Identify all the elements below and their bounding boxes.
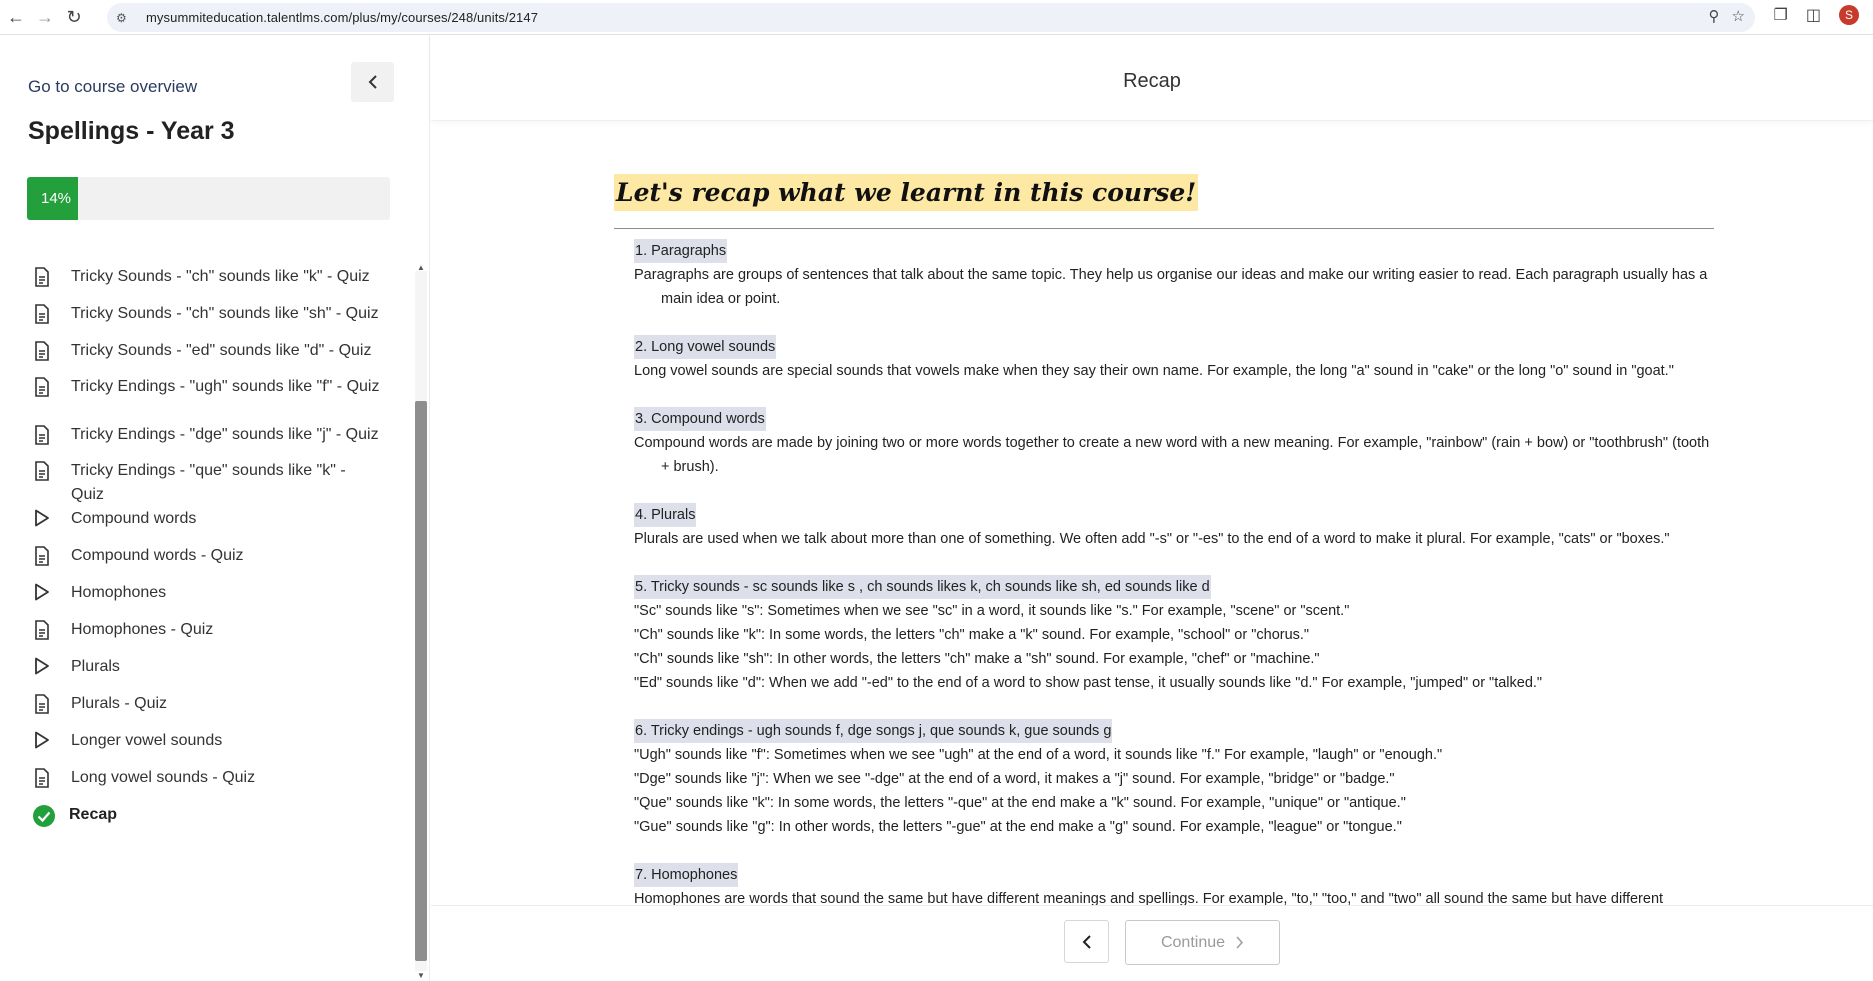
recap-section (634, 863, 1714, 905)
chevron-right-icon (1235, 936, 1244, 949)
sidebar-unit-label: Plurals - Quiz (71, 695, 168, 712)
section-heading: 7. Homophones (634, 863, 738, 887)
section-text: "Que" sounds like "k": In some words, the letters "-que" at the end make a "k" sound. For example, "unique" or "antique." (634, 795, 1406, 811)
unit-header (431, 35, 1873, 121)
extensions-icon[interactable]: ❐ (1773, 7, 1788, 24)
progress-bar (27, 177, 390, 220)
recap-section (634, 575, 1714, 695)
sidebar-unit-item[interactable] (0, 375, 381, 399)
section-text: "Ugh" sounds like "f": Sometimes when we see "ugh" at the end of a word, it sounds like "f." For example, "laugh" or "enough." (634, 747, 1443, 763)
site-settings-icon[interactable]: ⚙ (116, 10, 127, 25)
quiz-document-icon (34, 620, 54, 640)
section-heading: 5. Tricky sounds - sc sounds like s , ch sounds likes k, ch sounds like sh, ed sounds like d (634, 575, 1211, 599)
play-icon (34, 509, 54, 529)
collapse-sidebar-button[interactable] (351, 62, 394, 102)
sidebar-unit-label: Tricky Sounds - "ch" sounds like "sh" - Quiz (71, 305, 379, 322)
scroll-up-arrow[interactable]: ▲ (417, 263, 425, 272)
quiz-document-icon (34, 425, 54, 445)
sidebar-unit-item[interactable] (0, 459, 381, 507)
page-title: Recap (1123, 70, 1181, 92)
sidebar-unit-label: Tricky Sounds - "ed" sounds like "d" - Quiz (71, 342, 372, 359)
section-text: "Ch" sounds like "sh": In other words, the letters "ch" make a "sh" sound. For example, "chef" or "machine." (634, 651, 1320, 667)
section-heading: 2. Long vowel sounds (634, 335, 776, 359)
sidebar-unit-label: Homophones (71, 584, 167, 601)
recap-section (634, 503, 1714, 551)
section-text: Long vowel sounds are special sounds that vowels make when they say their own name. For example, the long "a" sound in "cake" or the long "o" sound in "goat." (634, 363, 1674, 379)
sidebar-scrollbar[interactable] (413, 263, 429, 979)
bookmark-star-icon[interactable]: ☆ (1731, 8, 1745, 25)
quiz-document-icon (34, 341, 54, 361)
section-text: "Ch" sounds like "k": In some words, the letters "ch" make a "k" sound. For example, "school" or "chorus." (634, 627, 1310, 643)
recap-section (634, 239, 1714, 311)
sidebar-unit-item[interactable] (0, 302, 381, 326)
play-icon (34, 731, 54, 751)
scroll-down-arrow[interactable]: ▼ (417, 971, 425, 980)
address-bar[interactable] (107, 3, 1755, 32)
sidebar-unit-item[interactable] (0, 544, 381, 568)
sidebar-unit-item[interactable] (0, 766, 381, 790)
course-title: Spellings - Year 3 (28, 117, 235, 145)
section-heading: 4. Plurals (634, 503, 696, 527)
recap-section (634, 335, 1714, 383)
sidebar-unit-label: Tricky Endings - "ugh" sounds like "f" - Quiz (71, 378, 380, 395)
section-text: "Gue" sounds like "g": In other words, the letters "-gue" at the end make a "g" sound. For example, "league" or "tongue." (634, 819, 1402, 835)
forward-icon[interactable]: → (36, 6, 54, 27)
sidebar-unit-item[interactable] (0, 655, 381, 679)
quiz-document-icon (34, 304, 54, 324)
section-text: Plurals are used when we talk about more than one of something. We often add "-s" or "-es" to the end of a word to make it plural. For example, "cats" or "boxes." (634, 531, 1670, 547)
sidebar-unit-label: Compound words (71, 510, 197, 527)
recap-section (634, 407, 1714, 479)
go-to-course-overview-link[interactable]: Go to course overview (28, 77, 198, 96)
sidebar-unit-item[interactable] (0, 618, 381, 642)
previous-unit-button[interactable] (1064, 920, 1109, 963)
sidebar-unit-item[interactable] (0, 423, 381, 447)
reload-icon[interactable]: ↻ (66, 6, 82, 27)
sidebar-unit-item[interactable] (0, 339, 381, 363)
unit-navigation (431, 905, 1873, 981)
sidebar-unit-item[interactable] (0, 581, 381, 605)
quiz-document-icon (34, 267, 54, 287)
zoom-icon[interactable]: ⚲ (1708, 8, 1720, 25)
sidebar-unit-item[interactable] (0, 692, 381, 716)
section-heading: 3. Compound words (634, 407, 766, 431)
sidebar-unit-label: Longer vowel sounds (71, 732, 223, 749)
quiz-document-icon (34, 461, 54, 481)
sidebar-unit-label: Homophones - Quiz (71, 621, 214, 638)
section-text: "Sc" sounds like "s": Sometimes when we see "sc" in a word, it sounds like "s." For example, "scene" or "scent." (634, 603, 1350, 619)
continue-label: Continue (1160, 933, 1226, 951)
quiz-document-icon (34, 694, 54, 714)
sidebar-unit-label: Tricky Endings - "que" sounds like "k" - Quiz (71, 462, 346, 503)
sidebar-unit-item[interactable] (0, 803, 379, 827)
sidebar-unit-label: Recap (69, 806, 118, 823)
sidebar-unit-label: Plurals (71, 658, 120, 675)
completed-check-icon (32, 804, 52, 824)
quiz-document-icon (34, 546, 54, 566)
course-sidebar (0, 35, 430, 981)
chevron-left-icon (367, 75, 379, 89)
continue-button[interactable] (1125, 920, 1280, 965)
sidebar-unit-label: Long vowel sounds - Quiz (71, 769, 256, 786)
section-text: "Ed" sounds like "d": When we add "-ed" to the end of a word to show past tense, it usually sounds like "d." For example, "jumped" or "talked." (634, 675, 1543, 691)
back-icon[interactable]: ← (7, 6, 25, 27)
quiz-document-icon (34, 768, 54, 788)
section-text: Homophones are words that sound the same but have different meanings and spellings. For example, "to," "too," and "two" all sound the same but have different (634, 891, 1664, 905)
section-text: Compound words are made by joining two or more words together to create a new word with a new meaning. For example, "rainbow" (rain + bow) or "toothbrush" (tooth + brush). (634, 435, 1710, 475)
recap-headline: Let's recap what we learnt in this course! (614, 174, 1198, 211)
recap-section (634, 719, 1714, 839)
unit-content-area (431, 35, 1873, 981)
browser-toolbar (0, 0, 1873, 35)
sidebar-unit-label: Tricky Sounds - "ch" sounds like "k" - Quiz (71, 268, 370, 285)
sidebar-unit-item[interactable] (0, 729, 381, 753)
play-icon (34, 657, 54, 677)
sidebar-unit-item[interactable] (0, 265, 381, 289)
play-icon (34, 583, 54, 603)
recap-sections (614, 229, 1714, 905)
sidebar-unit-item[interactable] (0, 507, 381, 531)
section-heading: 1. Paragraphs (634, 239, 727, 263)
profile-avatar[interactable]: S (1839, 5, 1859, 25)
unit-body (614, 170, 1714, 905)
progress-fill: 14% (27, 177, 78, 220)
quiz-document-icon (34, 377, 54, 397)
section-text: "Dge" sounds like "j": When we see "-dge" at the end of a word, it makes a "j" sound. For example, "bridge" or "badge." (634, 771, 1395, 787)
side-panel-icon[interactable]: ◫ (1805, 7, 1821, 24)
section-text: Paragraphs are groups of sentences that talk about the same topic. They help us organise our ideas and make our writing easier to read. Each paragraph usually has a main idea or point. (634, 267, 1708, 307)
sidebar-unit-label: Tricky Endings - "dge" sounds like "j" - Quiz (71, 426, 379, 443)
section-heading: 6. Tricky endings - ugh sounds f, dge songs j, que sounds k, gue sounds g (634, 719, 1112, 743)
sidebar-unit-label: Compound words - Quiz (71, 547, 244, 564)
chevron-left-icon (1082, 935, 1092, 949)
scroll-thumb[interactable] (415, 401, 427, 961)
url-text[interactable]: mysummiteducation.talentlms.com/plus/my/courses/248/units/2147 (146, 10, 539, 25)
